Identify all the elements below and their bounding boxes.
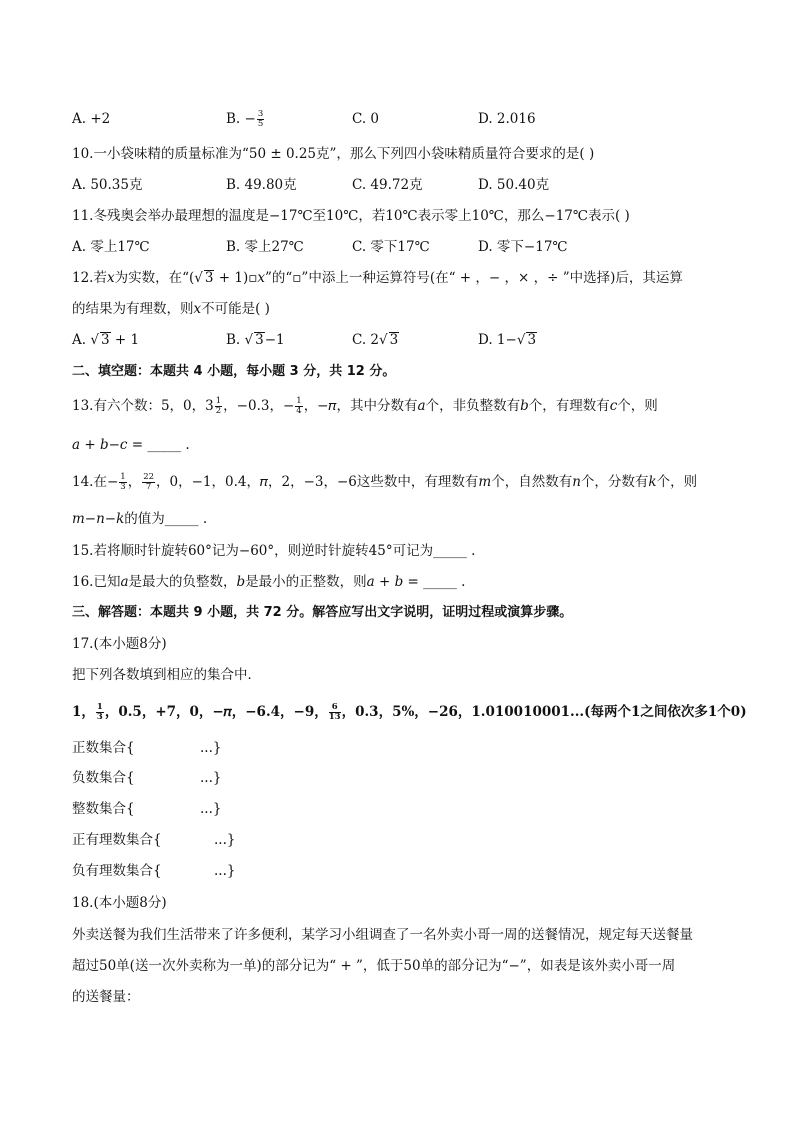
- q10-option-d: D. 50.40克: [478, 177, 550, 193]
- q17-number-list: [72, 703, 747, 722]
- q14-line1: [72, 473, 697, 492]
- q12-stem-post: + 1)▫𝑥”的“▫”中添上一种运算符号(在“ + ，− ，× ，÷ ”中选择)后，其运算: [214, 270, 683, 286]
- q13-fraction-mixed: [215, 397, 222, 416]
- q9-option-b: [226, 110, 265, 129]
- q17-fraction-6-13: [329, 703, 341, 722]
- fraction-numerator: 6: [329, 703, 341, 713]
- q9-option-b-fraction: [257, 110, 264, 129]
- set-label: 正数集合{: [72, 740, 135, 756]
- q12-option-d-radicand: 3: [527, 332, 537, 348]
- q17-nums-post: ，0.3，5%，−26，1.010010001...(每两个1之间依次多1个0): [341, 704, 747, 720]
- q12-option-c: C. 2√ 3: [352, 332, 399, 348]
- q14-mid: ，: [127, 474, 142, 490]
- q12-option-b-pre: B.: [226, 332, 245, 348]
- q18-line3: 的送餐量：: [72, 989, 140, 1005]
- q11-stem: 11.冬残奥会举办最理想的温度是−17℃至10℃，若10℃表示零上10℃，那么−17℃表示( ): [72, 208, 630, 224]
- set-negative-rational: [72, 862, 236, 880]
- set-integer: [72, 800, 222, 818]
- section-fill-in-heading: 二、填空题：本题共 4 小题，每小题 3 分，共 12 分。: [72, 364, 396, 379]
- q17-title: 17.(本小题8分): [72, 636, 167, 652]
- q18-title: 18.(本小题8分): [72, 895, 167, 911]
- q12-option-a: A. √ 3 + 1: [72, 332, 140, 348]
- q16-stem: 16.已知𝑎是最大的负整数，𝑏是最小的正整数，则𝑎 + 𝑏 = _____ .: [72, 574, 466, 590]
- fraction-numerator: 1: [120, 472, 126, 482]
- set-close: ...}: [214, 863, 236, 879]
- q14-pre: 14.在−: [72, 474, 119, 490]
- q12-option-d: D. 1−√ 3: [478, 332, 537, 348]
- q12-option-b-post: −1: [264, 332, 285, 348]
- q13-pre: 13.有六个数：5，0，3: [72, 398, 214, 414]
- fraction-denominator: 3: [120, 482, 126, 492]
- q12-option-c-radicand: 3: [389, 332, 399, 348]
- q12-option-c-pre: C. 2: [352, 332, 380, 348]
- section-solve-heading: 三、解答题：本题共 9 小题，共 72 分。解答应写出文字说明，证明过程或演算步骤。: [72, 605, 573, 620]
- q18-line2: 超过50单(送一次外卖称为一单)的部分记为“ + ”，低于50单的部分记为“−”，如表是该外卖小哥一周: [72, 958, 676, 974]
- fraction-numerator: 1: [296, 396, 302, 406]
- set-close: ...}: [200, 801, 222, 817]
- q17-instruction: 把下列各数填到相应的集合中．: [72, 667, 261, 683]
- q14-post: ，0，−1，0.4，𝜋，2，−3，−6这些数中，有理数有𝑚个，自然数有𝑛个，分数有𝑘个，则: [156, 474, 698, 490]
- q10-option-c: C. 49.72克: [352, 177, 423, 193]
- q12-option-a-post: + 1: [110, 332, 140, 348]
- fraction-denominator: 4: [296, 406, 302, 416]
- q9-option-c: C. 0: [352, 111, 380, 127]
- q14-line2: 𝑚−𝑛−𝑘的值为_____ .: [72, 511, 208, 527]
- q11-option-d: D. 零下−17℃: [478, 239, 568, 255]
- fraction-numerator: 22: [143, 472, 155, 482]
- q14-fraction-22-7: [142, 473, 155, 492]
- fraction-denominator: 5: [257, 119, 264, 129]
- set-label: 负有理数集合{: [72, 863, 162, 879]
- q9-option-d: D. 2.016: [478, 111, 536, 127]
- q12-option-a-pre: A.: [72, 332, 91, 348]
- set-negative: [72, 769, 222, 787]
- fraction-denominator: 7: [145, 482, 152, 492]
- q12-stem-pre: 12.若𝑥为实数，在“(: [72, 270, 195, 286]
- q11-option-b: B. 零上27℃: [226, 239, 304, 255]
- set-positive-rational: [72, 831, 236, 849]
- q12-option-a-radicand: 3: [100, 332, 110, 348]
- fraction-denominator: 2: [215, 406, 222, 416]
- q10-option-a: A. 50.35克: [72, 177, 143, 193]
- q13-fraction-quarter: [295, 397, 302, 416]
- q12-stem-line2: 的结果为有理数，则𝑥不可能是( ): [72, 301, 270, 317]
- q13-line1: [72, 397, 658, 416]
- q17-fraction-third: [96, 703, 104, 722]
- q18-line1: 外卖送餐为我们生活带来了许多便利，某学习小组调查了一名外卖小哥一周的送餐情况，规定每天送餐量: [72, 927, 693, 943]
- set-close: ...}: [200, 770, 222, 786]
- q12-stem-line1: 12.若𝑥为实数，在“(√ 3 + 1)▫𝑥”的“▫”中添上一种运算符号(在“ + ，− ，× ，÷ ”中选择)后，其运算: [72, 270, 683, 286]
- q15-stem: 15.若将顺时针旋转60°记为−60°，则逆时针旋转45°可记为_____ .: [72, 543, 476, 559]
- q12-option-d-pre: D. 1−: [478, 332, 517, 348]
- fraction-denominator: 13: [328, 712, 341, 722]
- q13-line2: 𝑎 + 𝑏−𝑐 = _____ .: [72, 437, 190, 453]
- set-label: 整数集合{: [72, 801, 135, 817]
- set-label: 正有理数集合{: [72, 832, 162, 848]
- fraction-numerator: 1: [215, 396, 222, 406]
- q17-nums-pre: 1，: [72, 704, 95, 720]
- q10-stem: 10.一小袋味精的质量标准为“50 ± 0.25克”，那么下列四小袋味精质量符合要求的是( ): [72, 146, 595, 162]
- fraction-numerator: 3: [257, 109, 264, 119]
- q12-stem-radicand: 3: [204, 270, 214, 286]
- q9-option-b-prefix: B. −: [226, 111, 256, 127]
- q12-option-b: B. √ 3−1: [226, 332, 285, 348]
- q9-option-a: A. +2: [72, 111, 111, 127]
- q12-option-b-radicand: 3: [255, 332, 264, 348]
- set-close: ...}: [214, 832, 236, 848]
- q17-nums-mid: ，0.5，+7，0，−𝜋，−6.4，−9，: [104, 704, 328, 720]
- fraction-numerator: 1: [96, 702, 103, 712]
- set-positive: [72, 739, 222, 757]
- fraction-denominator: 3: [96, 712, 103, 722]
- q11-option-c: C. 零下17℃: [352, 239, 430, 255]
- q10-option-b: B. 49.80克: [226, 177, 297, 193]
- q14-fraction-third: [119, 473, 126, 492]
- set-label: 负数集合{: [72, 770, 135, 786]
- q11-option-a: A. 零上17℃: [72, 239, 150, 255]
- set-close: ...}: [200, 740, 222, 756]
- q13-post: ，−𝜋，其中分数有𝑎个，非负整数有𝑏个，有理数有𝑐个，则: [303, 398, 658, 414]
- q13-mid: ，−0.3，−: [223, 398, 295, 414]
